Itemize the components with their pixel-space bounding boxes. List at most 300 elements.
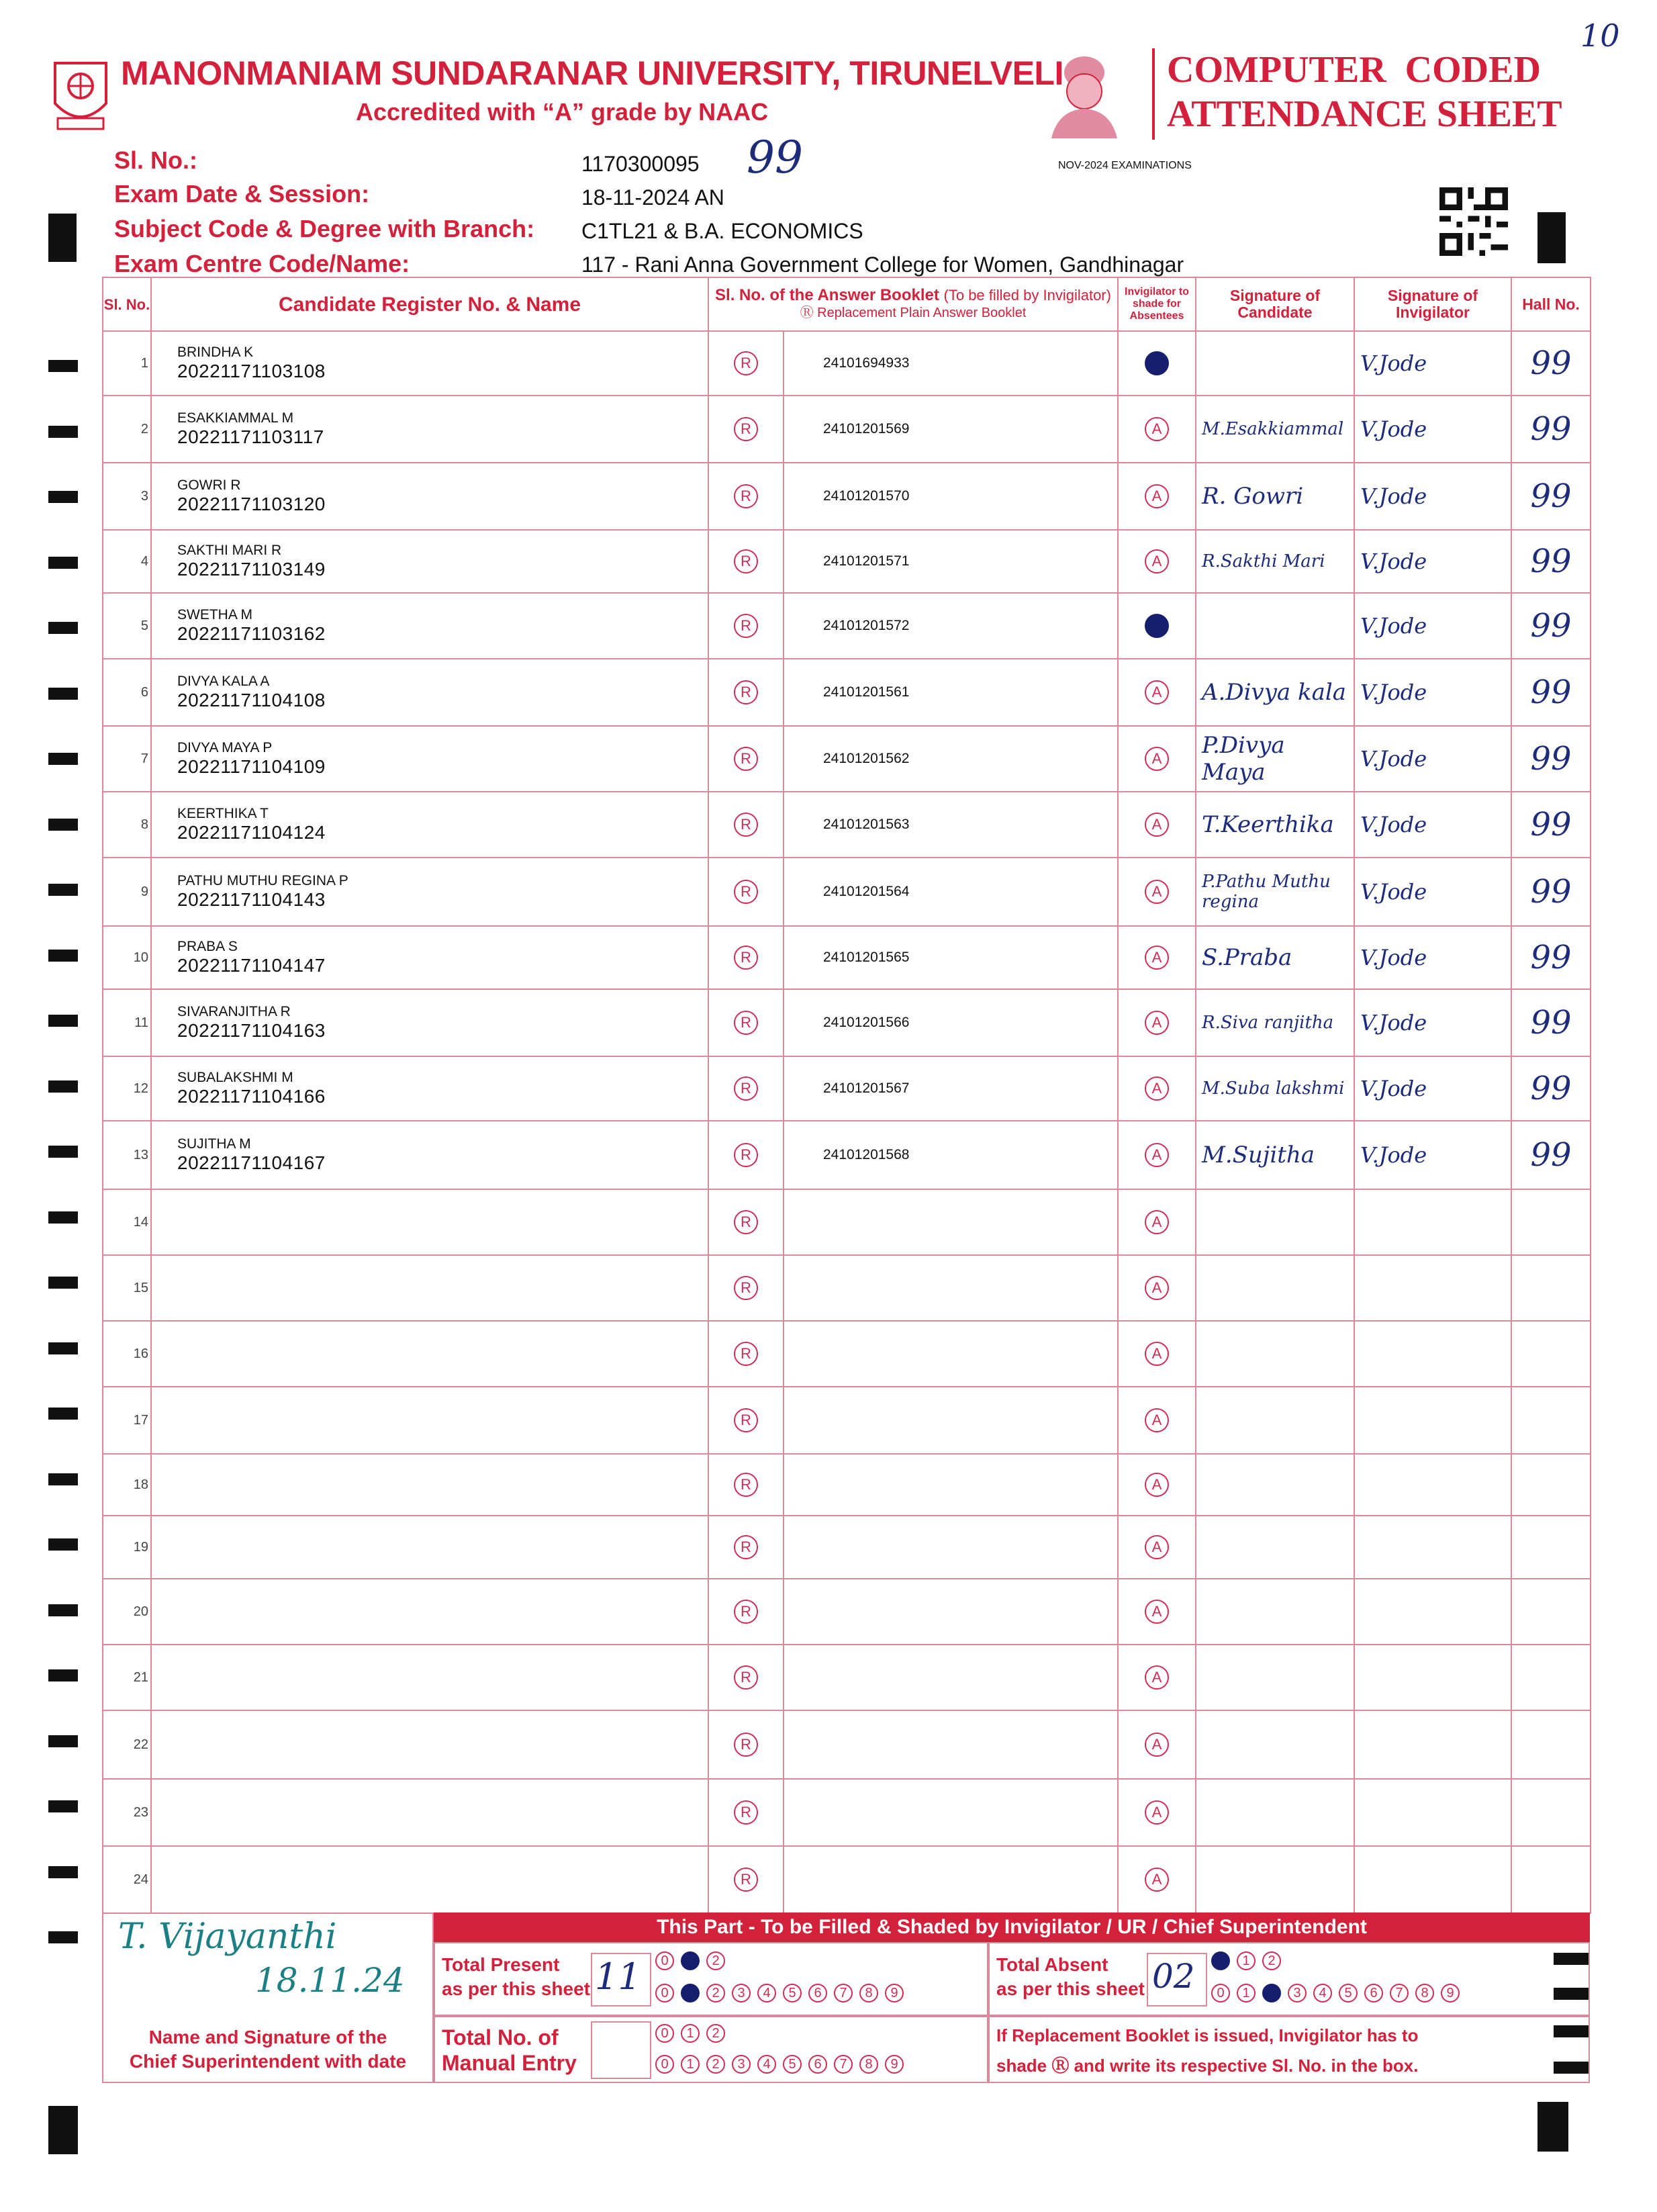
row-slno: 11: [103, 989, 151, 1056]
absent-cell: [1118, 593, 1196, 659]
booklet-number[interactable]: [784, 1189, 1118, 1255]
digit-bubble[interactable]: 7: [834, 2055, 853, 2074]
candidate-signature[interactable]: [1196, 1189, 1354, 1255]
replacement-bubble[interactable]: R: [734, 1535, 758, 1559]
hall-number[interactable]: [1511, 1454, 1591, 1516]
row-slno: 4: [103, 530, 151, 593]
replacement-bubble[interactable]: R: [734, 1600, 758, 1624]
invigilator-signature[interactable]: V.Jode: [1354, 1056, 1511, 1121]
invigilator-signature[interactable]: V.Jode: [1354, 792, 1511, 858]
candidate-cell: [151, 1454, 708, 1516]
invigilator-signature[interactable]: V.Jode: [1354, 593, 1511, 659]
total-absent-value: 02: [1152, 1957, 1195, 1996]
digit-bubble[interactable]: 6: [808, 2055, 827, 2074]
candidate-signature[interactable]: A.Divya kala: [1196, 659, 1354, 726]
absent-bubble[interactable]: A: [1145, 1342, 1169, 1366]
digit-bubble[interactable]: 2: [706, 2024, 725, 2043]
table-row: [103, 1846, 1591, 1913]
row-slno: 1: [103, 331, 151, 396]
digit-bubble[interactable]: 0: [655, 1984, 674, 2002]
booklet-number[interactable]: 24101201565: [784, 926, 1118, 989]
booklet-number[interactable]: 24101201568: [784, 1121, 1118, 1189]
absent-cell: [1118, 726, 1196, 792]
candidate-cell: [151, 463, 708, 530]
invigilator-signature[interactable]: [1354, 1516, 1511, 1579]
replacement-bubble[interactable]: R: [734, 417, 758, 441]
candidate-signature[interactable]: R. Gowri: [1196, 463, 1354, 530]
replacement-bubble[interactable]: R: [734, 946, 758, 970]
digit-bubble[interactable]: 9: [885, 1984, 904, 2002]
absent-bubble[interactable]: A: [1145, 1800, 1169, 1825]
digit-bubble[interactable]: 2: [706, 1984, 725, 2002]
digit-bubble[interactable]: 6: [1364, 1984, 1383, 2002]
replacement-cell: [708, 1056, 784, 1121]
candidate-signature[interactable]: T.Keerthika: [1196, 792, 1354, 858]
replacement-bubble[interactable]: R: [734, 1011, 758, 1035]
register-number: 20221171103108: [177, 361, 326, 381]
digit-bubble[interactable]: 2: [706, 1951, 725, 1970]
date-label: Exam Date & Session:: [114, 180, 370, 208]
row-slno: 13: [103, 1121, 151, 1189]
absent-bubble[interactable]: A: [1145, 351, 1169, 375]
hall-number[interactable]: 99: [1511, 530, 1591, 593]
candidate-signature[interactable]: S.Praba: [1196, 926, 1354, 989]
replacement-bubble[interactable]: R: [734, 1868, 758, 1892]
header-booklet-note: Ⓡ Replacement Plain Answer Booklet: [800, 306, 1027, 320]
digit-bubble[interactable]: 5: [1339, 1984, 1358, 2002]
digit-bubble[interactable]: 1: [681, 1984, 700, 2002]
timing-mark: [48, 491, 78, 503]
absent-bubble[interactable]: A: [1145, 614, 1169, 638]
absent-bubble[interactable]: A: [1145, 1143, 1169, 1167]
absent-cell: [1118, 1454, 1196, 1516]
candidate-cell: [151, 331, 708, 396]
hall-number[interactable]: [1511, 1255, 1591, 1321]
hall-number[interactable]: 99: [1511, 726, 1591, 792]
absent-bubble[interactable]: A: [1145, 1210, 1169, 1234]
total-absent-label-1: Total Absent: [996, 1954, 1108, 1975]
subject-label: Subject Code & Degree with Branch:: [114, 215, 535, 242]
candidate-signature[interactable]: [1196, 1321, 1354, 1387]
absent-bubble[interactable]: A: [1145, 680, 1169, 704]
digit-bubble[interactable]: 0: [655, 2055, 674, 2074]
header-booklet-sub: (To be filled by Invigilator): [943, 287, 1111, 304]
replacement-bubble[interactable]: R: [734, 880, 758, 904]
table-row: [103, 792, 1591, 858]
booklet-number[interactable]: 24101694933: [784, 331, 1118, 396]
digit-bubble[interactable]: 8: [1415, 1984, 1434, 2002]
replacement-bubble[interactable]: R: [734, 1076, 758, 1101]
digit-bubble[interactable]: 0: [655, 2024, 674, 2043]
absent-bubble[interactable]: A: [1145, 946, 1169, 970]
hall-number[interactable]: 99: [1511, 989, 1591, 1056]
hall-number[interactable]: 99: [1511, 1056, 1591, 1121]
replacement-cell: [708, 463, 784, 530]
row-slno: 14: [103, 1189, 151, 1255]
candidate-signature[interactable]: [1196, 1255, 1354, 1321]
university-name: MANONMANIAM SUNDARANAR UNIVERSITY, TIRUNELVELI: [121, 54, 1063, 92]
replacement-cell: [708, 659, 784, 726]
hall-number[interactable]: [1511, 1579, 1591, 1645]
replacement-bubble[interactable]: R: [734, 1408, 758, 1432]
replacement-bubble[interactable]: R: [734, 614, 758, 638]
booklet-number[interactable]: 24101201561: [784, 659, 1118, 726]
invigilator-signature[interactable]: V.Jode: [1354, 989, 1511, 1056]
replacement-bubble[interactable]: R: [734, 1665, 758, 1690]
hall-number[interactable]: [1511, 1321, 1591, 1387]
chief-signature: T. Vijayanthi: [118, 1917, 337, 1957]
digit-bubble[interactable]: 1: [1237, 1984, 1256, 2002]
hall-number[interactable]: [1511, 1779, 1591, 1846]
hall-number[interactable]: [1511, 1710, 1591, 1779]
absent-bubble[interactable]: A: [1145, 747, 1169, 771]
candidate-signature[interactable]: M.Sujitha: [1196, 1121, 1354, 1189]
total-present-tens-bubbles[interactable]: [655, 1951, 725, 1970]
centre-label: Exam Centre Code/Name:: [114, 250, 410, 277]
replacement-bubble[interactable]: R: [734, 351, 758, 375]
candidate-signature[interactable]: [1196, 1516, 1354, 1579]
table-row: [103, 1710, 1591, 1779]
replacement-cell: [708, 331, 784, 396]
table-row: [103, 659, 1591, 726]
attendance-rows: [103, 331, 1591, 1913]
digit-bubble[interactable]: 5: [783, 2055, 802, 2074]
university-logo: [48, 56, 113, 134]
hall-number[interactable]: [1511, 1516, 1591, 1579]
absent-bubble[interactable]: A: [1145, 1868, 1169, 1892]
booklet-number[interactable]: 24101201572: [784, 593, 1118, 659]
header-sig-invigilator: Signature of Invigilator: [1354, 277, 1511, 331]
replacement-bubble[interactable]: R: [734, 1473, 758, 1497]
booklet-number[interactable]: [784, 1321, 1118, 1387]
timing-mark: [48, 1538, 78, 1551]
invigilator-signature[interactable]: [1354, 1579, 1511, 1645]
replacement-cell: [708, 1779, 784, 1846]
replacement-cell: [708, 1255, 784, 1321]
digit-bubble[interactable]: 4: [757, 2055, 776, 2074]
booklet-number[interactable]: 24101201566: [784, 989, 1118, 1056]
digit-bubble[interactable]: 1: [681, 2024, 700, 2043]
replacement-bubble[interactable]: R: [734, 680, 758, 704]
digit-bubble[interactable]: 0: [1211, 1984, 1230, 2002]
hall-number[interactable]: 99: [1511, 593, 1591, 659]
timing-mark: [48, 622, 78, 634]
table-row: [103, 1779, 1591, 1846]
replacement-cell: [708, 1387, 784, 1454]
replacement-cell: [708, 792, 784, 858]
table-row: [103, 1579, 1591, 1645]
register-number: 20221171104143: [177, 889, 326, 910]
registration-block-left: [48, 214, 77, 262]
invigilator-signature[interactable]: V.Jode: [1354, 331, 1511, 396]
register-number: 20221171104108: [177, 690, 326, 710]
candidate-cell: [151, 1189, 708, 1255]
candidate-signature[interactable]: R.Siva ranjitha: [1196, 989, 1354, 1056]
timing-mark: [48, 1211, 78, 1224]
candidate-name: SUBALAKSHMI M: [177, 1070, 293, 1085]
digit-bubble[interactable]: 2: [1262, 1951, 1281, 1970]
candidate-signature[interactable]: P.Pathu Muthu regina: [1196, 858, 1354, 926]
candidate-signature[interactable]: [1196, 1710, 1354, 1779]
row-slno: 23: [103, 1779, 151, 1846]
digit-bubble[interactable]: 7: [1390, 1984, 1409, 2002]
digit-bubble[interactable]: 5: [783, 1984, 802, 2002]
absent-bubble[interactable]: A: [1145, 549, 1169, 573]
founder-portrait: [1045, 48, 1124, 138]
header-divider: [1152, 48, 1155, 140]
candidate-signature[interactable]: [1196, 1645, 1354, 1710]
candidate-cell: [151, 530, 708, 593]
hall-number[interactable]: 99: [1511, 858, 1591, 926]
absent-cell: [1118, 1846, 1196, 1913]
replacement-bubble[interactable]: R: [734, 1143, 758, 1167]
absent-cell: [1118, 396, 1196, 463]
row-slno: 9: [103, 858, 151, 926]
hall-number[interactable]: 99: [1511, 659, 1591, 726]
candidate-signature[interactable]: R.Sakthi Mari: [1196, 530, 1354, 593]
digit-bubble[interactable]: 4: [1313, 1984, 1332, 2002]
absent-bubble[interactable]: A: [1145, 1408, 1169, 1432]
timing-mark: [48, 884, 78, 896]
candidate-signature[interactable]: [1196, 1779, 1354, 1846]
invigilator-signature[interactable]: V.Jode: [1354, 1121, 1511, 1189]
absent-bubble[interactable]: A: [1145, 1473, 1169, 1497]
hall-number[interactable]: 99: [1511, 396, 1591, 463]
total-present-value: 11: [595, 1955, 641, 1998]
candidate-signature[interactable]: [1196, 1846, 1354, 1913]
table-row: [103, 593, 1591, 659]
candidate-signature[interactable]: [1196, 1579, 1354, 1645]
manual-label-2: Manual Entry: [442, 2051, 577, 2075]
absent-cell: [1118, 926, 1196, 989]
register-number: 20221171103162: [177, 623, 326, 644]
absent-bubble[interactable]: A: [1145, 1733, 1169, 1757]
total-absent-units-bubbles[interactable]: [1211, 1984, 1460, 2002]
absent-cell: [1118, 1056, 1196, 1121]
date-value: 18-11-2024 AN: [581, 185, 724, 210]
manual-entry-box[interactable]: [591, 2021, 651, 2079]
digit-bubble[interactable]: 1: [681, 1951, 700, 1970]
row-slno: 12: [103, 1056, 151, 1121]
replacement-cell: [708, 926, 784, 989]
candidate-signature[interactable]: M.Esakkiammal: [1196, 396, 1354, 463]
table-row: [103, 530, 1591, 593]
candidate-signature[interactable]: [1196, 1387, 1354, 1454]
invigilator-signature[interactable]: [1354, 1454, 1511, 1516]
row-slno: 3: [103, 463, 151, 530]
replacement-cell: [708, 530, 784, 593]
digit-bubble[interactable]: 4: [757, 1984, 776, 2002]
invigilator-signature[interactable]: [1354, 1321, 1511, 1387]
booklet-number[interactable]: 24101201567: [784, 1056, 1118, 1121]
replacement-bubble[interactable]: R: [734, 813, 758, 837]
manual-entry-tens-bubbles[interactable]: [655, 2024, 725, 2043]
chief-date: 18.11.24: [255, 1961, 405, 2000]
header-sig-candidate: Signature of Candidate: [1196, 277, 1354, 331]
replacement-bubble[interactable]: R: [734, 747, 758, 771]
hall-number[interactable]: [1511, 1846, 1591, 1913]
corner-mark: 10: [1580, 17, 1620, 54]
candidate-signature[interactable]: [1196, 1454, 1354, 1516]
timing-mark: [48, 688, 78, 700]
digit-bubble[interactable]: 0: [1211, 1951, 1230, 1970]
booklet-number[interactable]: [784, 1516, 1118, 1579]
candidate-name: BRINDHA K: [177, 344, 254, 360]
candidate-cell: [151, 1645, 708, 1710]
absent-cell: [1118, 1321, 1196, 1387]
replacement-note-1: If Replacement Booklet is issued, Invigilator has to: [996, 2025, 1419, 2045]
booklet-number[interactable]: 24101201562: [784, 726, 1118, 792]
absent-bubble[interactable]: A: [1145, 813, 1169, 837]
hall-number[interactable]: 99: [1511, 792, 1591, 858]
booklet-number[interactable]: [784, 1846, 1118, 1913]
candidate-cell: [151, 1255, 708, 1321]
replacement-bubble[interactable]: R: [734, 1210, 758, 1234]
absent-bubble[interactable]: A: [1145, 1076, 1169, 1101]
booklet-number[interactable]: 24101201564: [784, 858, 1118, 926]
candidate-cell: [151, 593, 708, 659]
invigilator-signature[interactable]: [1354, 1645, 1511, 1710]
booklet-number[interactable]: [784, 1779, 1118, 1846]
digit-bubble[interactable]: 9: [1441, 1984, 1460, 2002]
invigilator-signature[interactable]: [1354, 1846, 1511, 1913]
sheet-title-line2: ATTENDANCE SHEET: [1167, 93, 1562, 135]
row-slno: 24: [103, 1846, 151, 1913]
candidate-name: GOWRI R: [177, 477, 241, 493]
candidate-cell: [151, 396, 708, 463]
hall-number[interactable]: 99: [1511, 463, 1591, 530]
register-number: 20221171104109: [177, 756, 326, 777]
candidate-signature[interactable]: [1196, 593, 1354, 659]
register-number: 20221171104147: [177, 955, 326, 976]
digit-bubble[interactable]: 1: [681, 2055, 700, 2074]
digit-bubble[interactable]: 3: [1288, 1984, 1307, 2002]
accreditation: Accredited with “A” grade by NAAC: [356, 98, 769, 126]
table-row: [103, 1321, 1591, 1387]
booklet-number[interactable]: [784, 1387, 1118, 1454]
digit-bubble[interactable]: 0: [655, 1951, 674, 1970]
sheet-title-line1: COMPUTER CODED: [1167, 49, 1541, 91]
timing-mark: [48, 1866, 78, 1878]
replacement-cell: [708, 858, 784, 926]
booklet-number[interactable]: [784, 1454, 1118, 1516]
total-absent-label-2: as per this sheet: [996, 1978, 1145, 1999]
replacement-cell: [708, 1454, 784, 1516]
replacement-cell: [708, 1321, 784, 1387]
replacement-bubble[interactable]: R: [734, 1800, 758, 1825]
invigilator-signature[interactable]: V.Jode: [1354, 396, 1511, 463]
hall-number[interactable]: 99: [1511, 1121, 1591, 1189]
booklet-number[interactable]: 24101201571: [784, 530, 1118, 593]
candidate-cell: [151, 1516, 708, 1579]
hall-number[interactable]: [1511, 1645, 1591, 1710]
register-number: 20221171103149: [177, 559, 326, 580]
booklet-number[interactable]: 24101201563: [784, 792, 1118, 858]
hall-number[interactable]: [1511, 1387, 1591, 1454]
table-row: [103, 989, 1591, 1056]
invigilator-signature[interactable]: [1354, 1189, 1511, 1255]
timing-mark: [48, 1735, 78, 1747]
digit-bubble[interactable]: 8: [859, 1984, 878, 2002]
booklet-number[interactable]: 24101201569: [784, 396, 1118, 463]
register-number: 20221171104163: [177, 1020, 326, 1041]
absent-bubble[interactable]: A: [1145, 880, 1169, 904]
invigilator-signature[interactable]: V.Jode: [1354, 530, 1511, 593]
absent-bubble[interactable]: A: [1145, 1276, 1169, 1300]
digit-bubble[interactable]: 7: [834, 1984, 853, 2002]
booklet-number[interactable]: 24101201570: [784, 463, 1118, 530]
absent-bubble[interactable]: A: [1145, 1535, 1169, 1559]
absent-bubble[interactable]: A: [1145, 1600, 1169, 1624]
digit-bubble[interactable]: 3: [732, 1984, 751, 2002]
row-slno: 7: [103, 726, 151, 792]
digit-bubble[interactable]: 1: [1237, 1951, 1256, 1970]
booklet-number[interactable]: [784, 1710, 1118, 1779]
row-slno: 22: [103, 1710, 151, 1779]
replacement-cell: [708, 1846, 784, 1913]
digit-bubble[interactable]: 9: [885, 2055, 904, 2074]
invigilator-signature[interactable]: V.Jode: [1354, 926, 1511, 989]
digit-bubble[interactable]: 6: [808, 1984, 827, 2002]
replacement-cell: [708, 1645, 784, 1710]
header-booklet: [708, 277, 1118, 331]
replacement-bubble[interactable]: R: [734, 1276, 758, 1300]
booklet-number[interactable]: [784, 1255, 1118, 1321]
replacement-bubble[interactable]: R: [734, 1733, 758, 1757]
candidate-name: PATHU MUTHU REGINA P: [177, 873, 348, 888]
hall-number[interactable]: [1511, 1189, 1591, 1255]
digit-bubble[interactable]: 2: [706, 2055, 725, 2074]
invigilator-signature[interactable]: [1354, 1255, 1511, 1321]
hall-number[interactable]: 99: [1511, 331, 1591, 396]
total-present-units-bubbles[interactable]: [655, 1984, 904, 2002]
invigilator-signature[interactable]: V.Jode: [1354, 659, 1511, 726]
candidate-signature[interactable]: P.Divya Maya: [1196, 726, 1354, 792]
invigilator-signature[interactable]: V.Jode: [1354, 463, 1511, 530]
replacement-bubble[interactable]: R: [734, 484, 758, 508]
digit-bubble[interactable]: 8: [859, 2055, 878, 2074]
invigilator-signature[interactable]: [1354, 1710, 1511, 1779]
booklet-number[interactable]: [784, 1645, 1118, 1710]
booklet-number[interactable]: [784, 1579, 1118, 1645]
invigilator-signature[interactable]: [1354, 1779, 1511, 1846]
timing-mark: [48, 819, 78, 831]
invigilator-signature[interactable]: [1354, 1387, 1511, 1454]
total-present-label-2: as per this sheet: [442, 1978, 590, 1999]
candidate-signature[interactable]: M.Suba lakshmi: [1196, 1056, 1354, 1121]
replacement-bubble[interactable]: R: [734, 549, 758, 573]
table-row: [103, 1189, 1591, 1255]
invigilator-signature[interactable]: V.Jode: [1354, 726, 1511, 792]
absent-bubble[interactable]: A: [1145, 417, 1169, 441]
absent-bubble[interactable]: A: [1145, 1665, 1169, 1690]
digit-bubble[interactable]: 3: [732, 2055, 751, 2074]
sl-label: Sl. No.:: [114, 146, 197, 174]
invigilator-signature[interactable]: V.Jode: [1354, 858, 1511, 926]
hall-number[interactable]: 99: [1511, 926, 1591, 989]
absent-cell: [1118, 331, 1196, 396]
candidate-signature[interactable]: [1196, 331, 1354, 396]
candidate-cell: [151, 1710, 708, 1779]
absent-bubble[interactable]: A: [1145, 484, 1169, 508]
total-absent-tens-bubbles[interactable]: [1211, 1951, 1281, 1970]
absent-cell: [1118, 792, 1196, 858]
manual-entry-units-bubbles[interactable]: [655, 2055, 904, 2074]
absent-cell: [1118, 1516, 1196, 1579]
absent-bubble[interactable]: A: [1145, 1011, 1169, 1035]
replacement-bubble[interactable]: R: [734, 1342, 758, 1366]
digit-bubble[interactable]: 2: [1262, 1984, 1281, 2002]
